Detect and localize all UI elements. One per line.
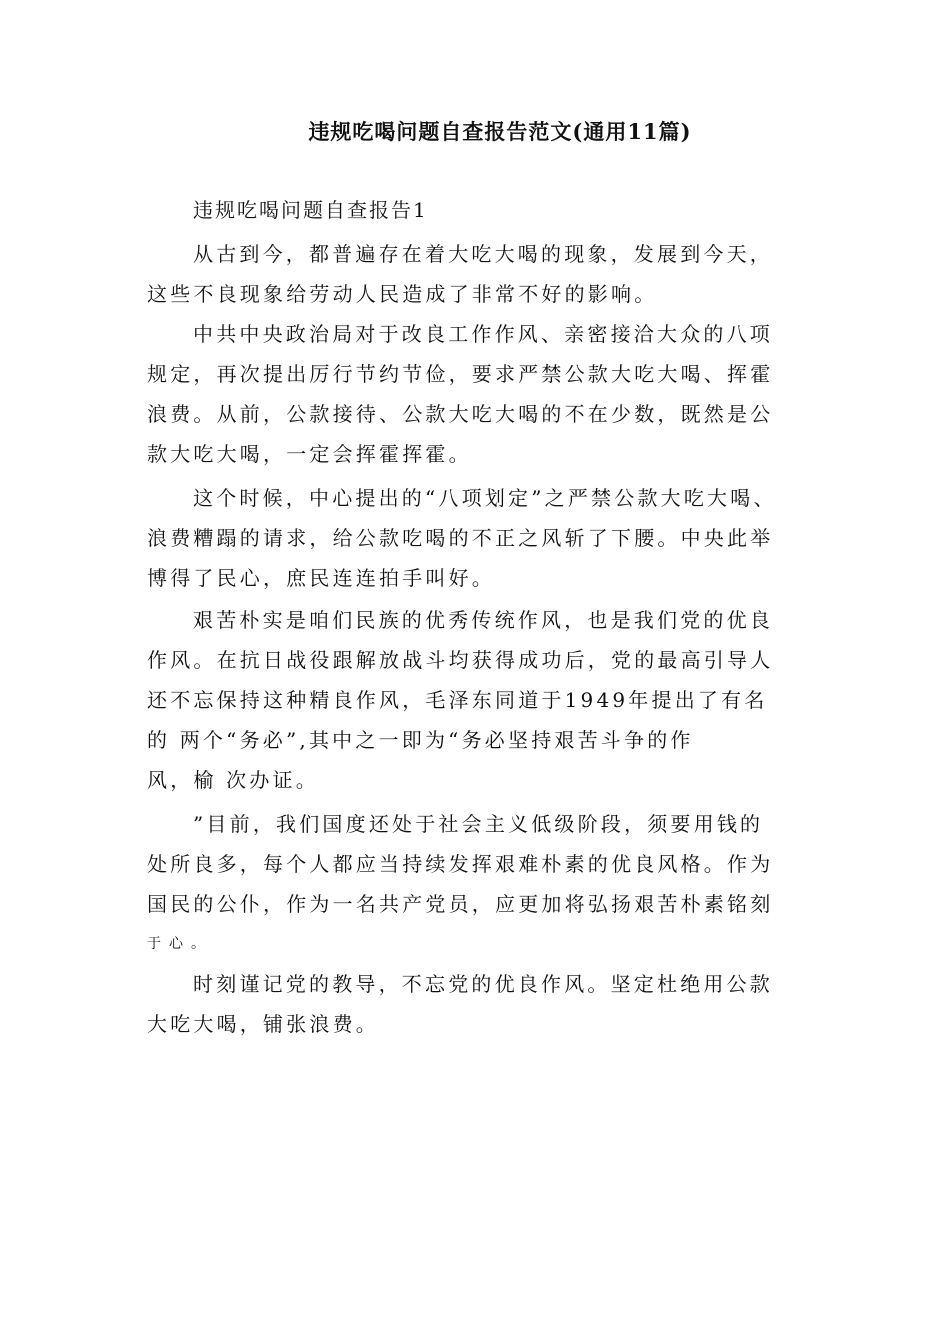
body-line: ”目前，我们国度还处于社会主义低级阶段，须要用钱的	[193, 812, 764, 836]
body-line: 艰苦朴实是咱们民族的优秀传统作风，也是我们党的优良	[193, 608, 773, 632]
document-title: 违规吃喝问题自查报告范文(通用11篇)	[308, 119, 692, 144]
body-line: 大吃大喝，铺张浪费。	[147, 1012, 379, 1036]
body-line: 从古到今，都普遍存在着大吃大喝的现象，发展到今天，	[193, 242, 773, 266]
body-line: 处所良多，每个人都应当持续发挥艰难朴素的优良风格。作为	[147, 852, 774, 876]
body-line: 国民的公仆，作为一名共产党员，应更加将弘扬艰苦朴素铭刻	[147, 892, 774, 916]
body-line: 风，榆 次办证。	[147, 768, 319, 792]
section-heading: 违规吃喝问题自查报告1	[193, 198, 428, 222]
body-line: 中共中央政治局对于改良工作作风、亲密接洽大众的八项	[193, 322, 773, 346]
body-line: 这个时候，中心提出的“八项划定”之严禁公款大吃大喝、	[193, 486, 777, 510]
body-line: 这些不良现象给劳动人民造成了非常不好的影响。	[147, 282, 658, 306]
body-line: 规定，再次提出厉行节约节俭，要求严禁公款大吃大喝、挥霍	[147, 362, 774, 386]
body-line: 作风。在抗日战役跟解放战斗均获得成功后，党的最高引导人	[147, 648, 774, 672]
body-line: 的 两个“务必”,其中之一即为“务必坚持艰苦斗争的作	[147, 728, 694, 752]
body-line: 博得了民心，庶民连连拍手叫好。	[147, 566, 495, 590]
body-line: 款大吃大喝，一定会挥霍挥霍。	[147, 442, 472, 466]
body-line: 还不忘保持这种精良作风，毛泽东同道于1949年提出了有名	[147, 688, 768, 712]
body-line: 时刻谨记党的教导，不忘党的优良作风。坚定杜绝用公款	[193, 972, 773, 996]
body-line: 浪费糟蹋的请求，给公款吃喝的不正之风斩了下腰。中央此举	[147, 526, 774, 550]
body-line: 浪费。从前，公款接待、公款大吃大喝的不在少数，既然是公	[147, 402, 774, 426]
body-line: 于心。	[147, 936, 213, 952]
